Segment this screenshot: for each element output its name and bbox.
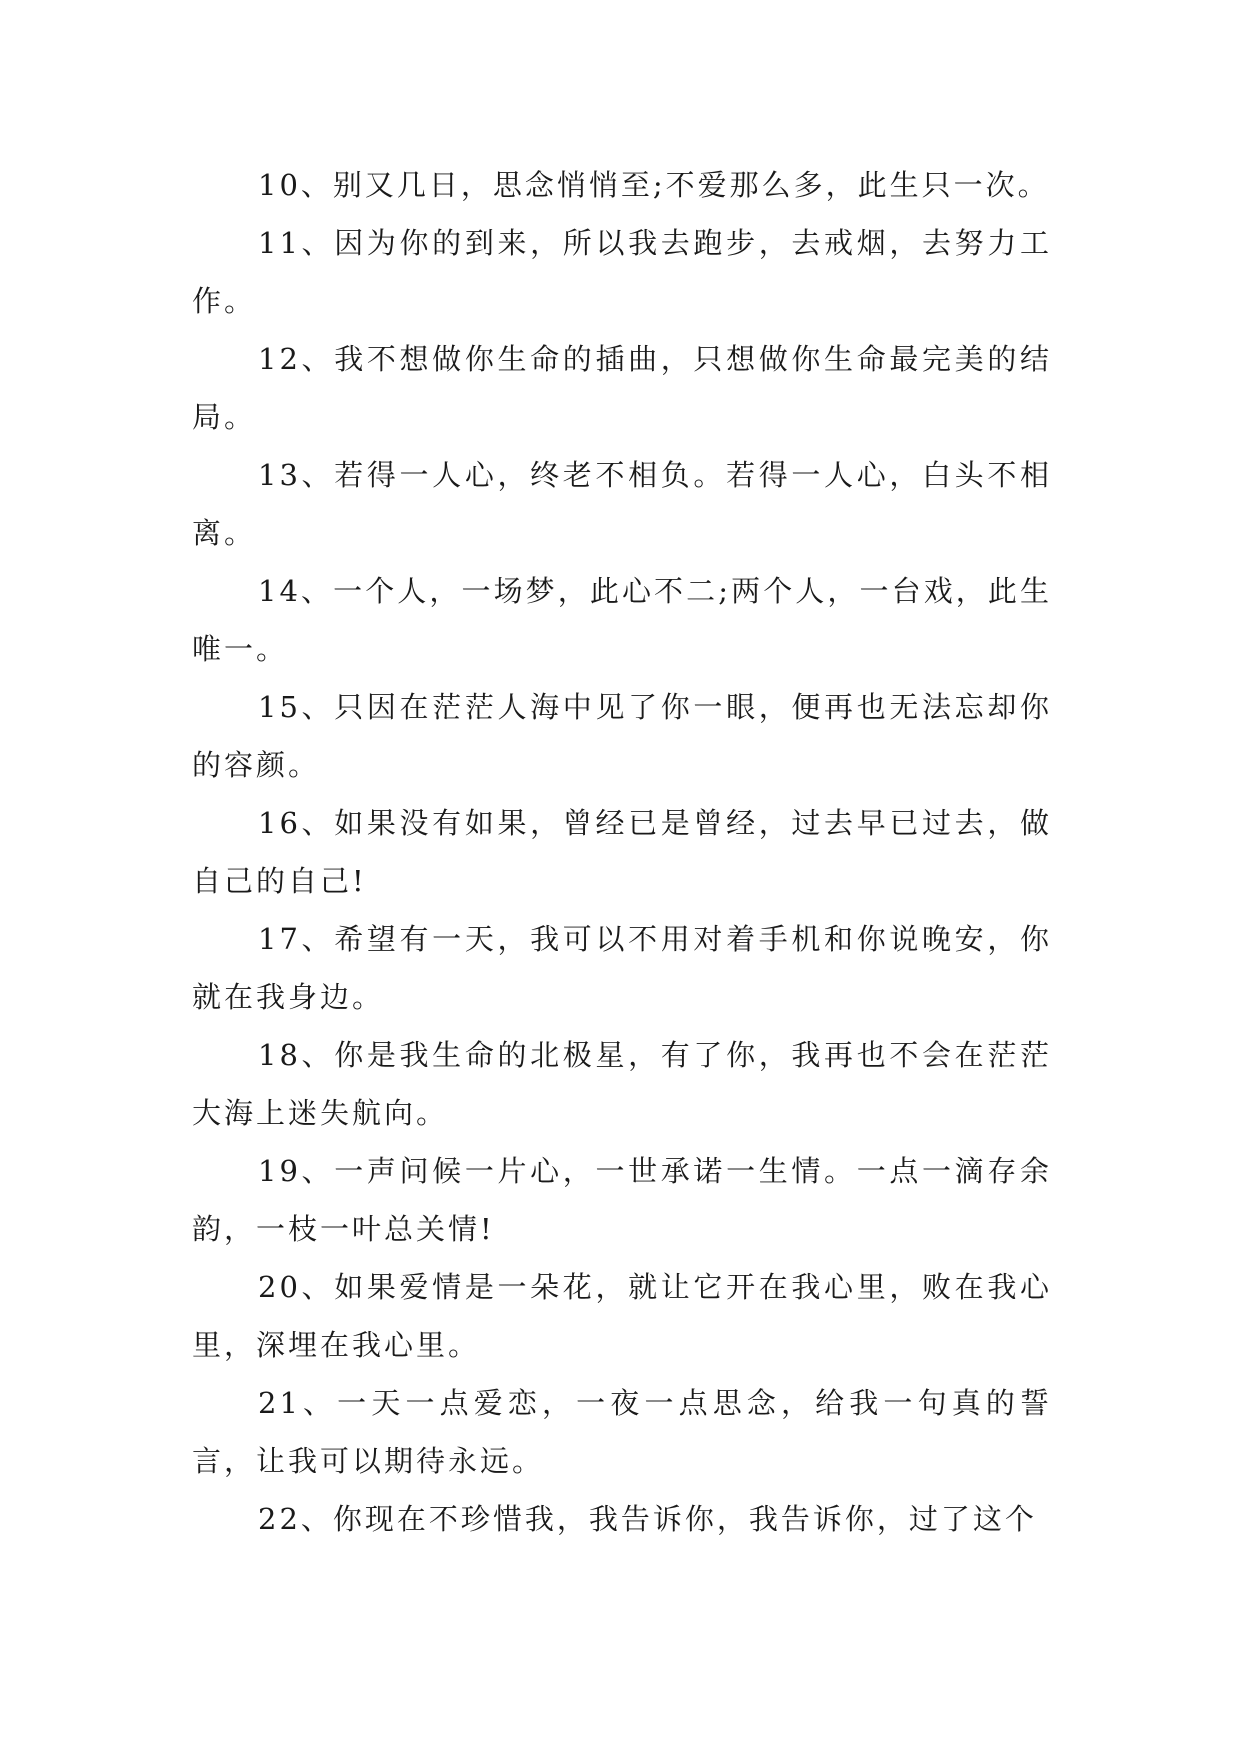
paragraph-16: 16、如果没有如果，曾经已是曾经，过去早已过去，做自己的自己!: [192, 806, 1052, 898]
paragraph-22: 22、你现在不珍惜我，我告诉你，我告诉你，过了这个: [258, 1502, 1037, 1536]
paragraph-14: 14、一个人，一场梦，此心不二;两个人，一台戏，此生唯一。: [192, 574, 1052, 666]
paragraph-18: 18、你是我生命的北极星，有了你，我再也不会在茫茫大海上迷失航向。: [192, 1038, 1052, 1130]
paragraph-20: 20、如果爱情是一朵花，就让它开在我心里，败在我心里，深埋在我心里。: [192, 1270, 1052, 1362]
paragraph-12: 12、我不想做你生命的插曲，只想做你生命最完美的结局。: [192, 342, 1052, 434]
paragraph-10: 10、别又几日，思念悄悄至;不爱那么多，此生只一次。: [258, 168, 1050, 202]
paragraph-13: 13、若得一人心，终老不相负。若得一人心，白头不相离。: [192, 458, 1052, 550]
paragraph-17: 17、希望有一天，我可以不用对着手机和你说晚安，你就在我身边。: [192, 922, 1052, 1014]
document-body: [192, 156, 1052, 1548]
paragraph-11: 11、因为你的到来，所以我去跑步，去戒烟，去努力工作。: [192, 226, 1052, 318]
paragraph-19: 19、一声问候一片心，一世承诺一生情。一点一滴存余韵，一枝一叶总关情!: [192, 1154, 1052, 1246]
paragraph-15: 15、只因在茫茫人海中见了你一眼，便再也无法忘却你的容颜。: [192, 690, 1052, 782]
paragraph-21: 21、一天一点爱恋，一夜一点思念，给我一句真的誓言，让我可以期待永远。: [192, 1386, 1052, 1478]
